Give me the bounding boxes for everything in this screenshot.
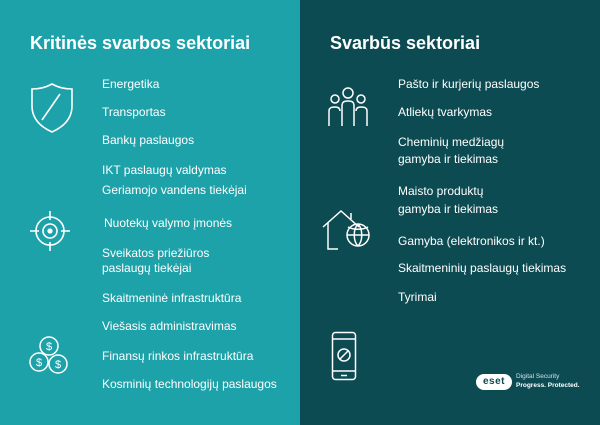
- sector-item-food-line2: gamyba ir tiekimas: [398, 202, 499, 216]
- sector-item-manufacturing: Gamyba (elektronikos ir kt.): [398, 234, 545, 248]
- coins-icon: [28, 334, 70, 376]
- eset-logo-badge: eset: [476, 374, 512, 390]
- sector-item-chemicals-line2: gamyba ir tiekimas: [398, 152, 499, 166]
- sector-item-financial-market: Finansų rinkos infrastruktūra: [102, 349, 254, 363]
- people-icon: [326, 86, 370, 130]
- sector-item-space: Kosminių technologijų paslaugos: [102, 377, 277, 391]
- sector-item-chemicals-line1: Cheminių medžiagų: [398, 135, 505, 149]
- sector-item-transport: Transportas: [102, 105, 166, 119]
- eset-logo: [476, 372, 586, 392]
- sector-item-postal: Pašto ir kurjerių paslaugos: [398, 77, 540, 91]
- sector-item-waste: Atliekų tvarkymas: [398, 105, 493, 119]
- shield-icon: [30, 82, 74, 134]
- sector-item-ict: IKT paslaugų valdymas: [102, 163, 227, 177]
- sector-item-health-line1: Sveikatos priežiūros: [102, 246, 210, 260]
- sector-item-digital-services: Skaitmeninių paslaugų tiekimas: [398, 261, 567, 275]
- sector-item-health-line2: paslaugų tiekėjai: [102, 261, 192, 275]
- important-sectors-title: Svarbūs sektoriai: [330, 33, 481, 53]
- svg-text:$: $: [45, 341, 53, 353]
- target-icon: [28, 209, 72, 253]
- sector-item-drinking-water: Geriamojo vandens tiekėjai: [102, 183, 247, 197]
- eset-logo-tagline-1: Digital Security: [516, 373, 560, 380]
- sector-item-banking: Bankų paslaugos: [102, 133, 195, 147]
- svg-text:$: $: [35, 357, 43, 369]
- smartphone-icon: [331, 331, 357, 381]
- house-globe-icon: [320, 207, 378, 253]
- critical-sectors-title: Kritinės svarbos sektoriai: [30, 33, 251, 53]
- sector-item-wastewater: Nuotekų valymo įmonės: [104, 216, 233, 230]
- sector-item-food-line1: Maisto produktų: [398, 184, 484, 198]
- sector-item-public-admin: Viešasis administravimas: [102, 319, 237, 333]
- sector-item-research: Tyrimai: [398, 290, 437, 304]
- sector-item-energy: Energetika: [102, 77, 160, 91]
- sector-item-digital-infra: Skaitmeninė infrastruktūra: [102, 291, 242, 305]
- svg-text:$: $: [54, 359, 62, 371]
- eset-logo-tagline-2: Progress. Protected.: [516, 382, 580, 389]
